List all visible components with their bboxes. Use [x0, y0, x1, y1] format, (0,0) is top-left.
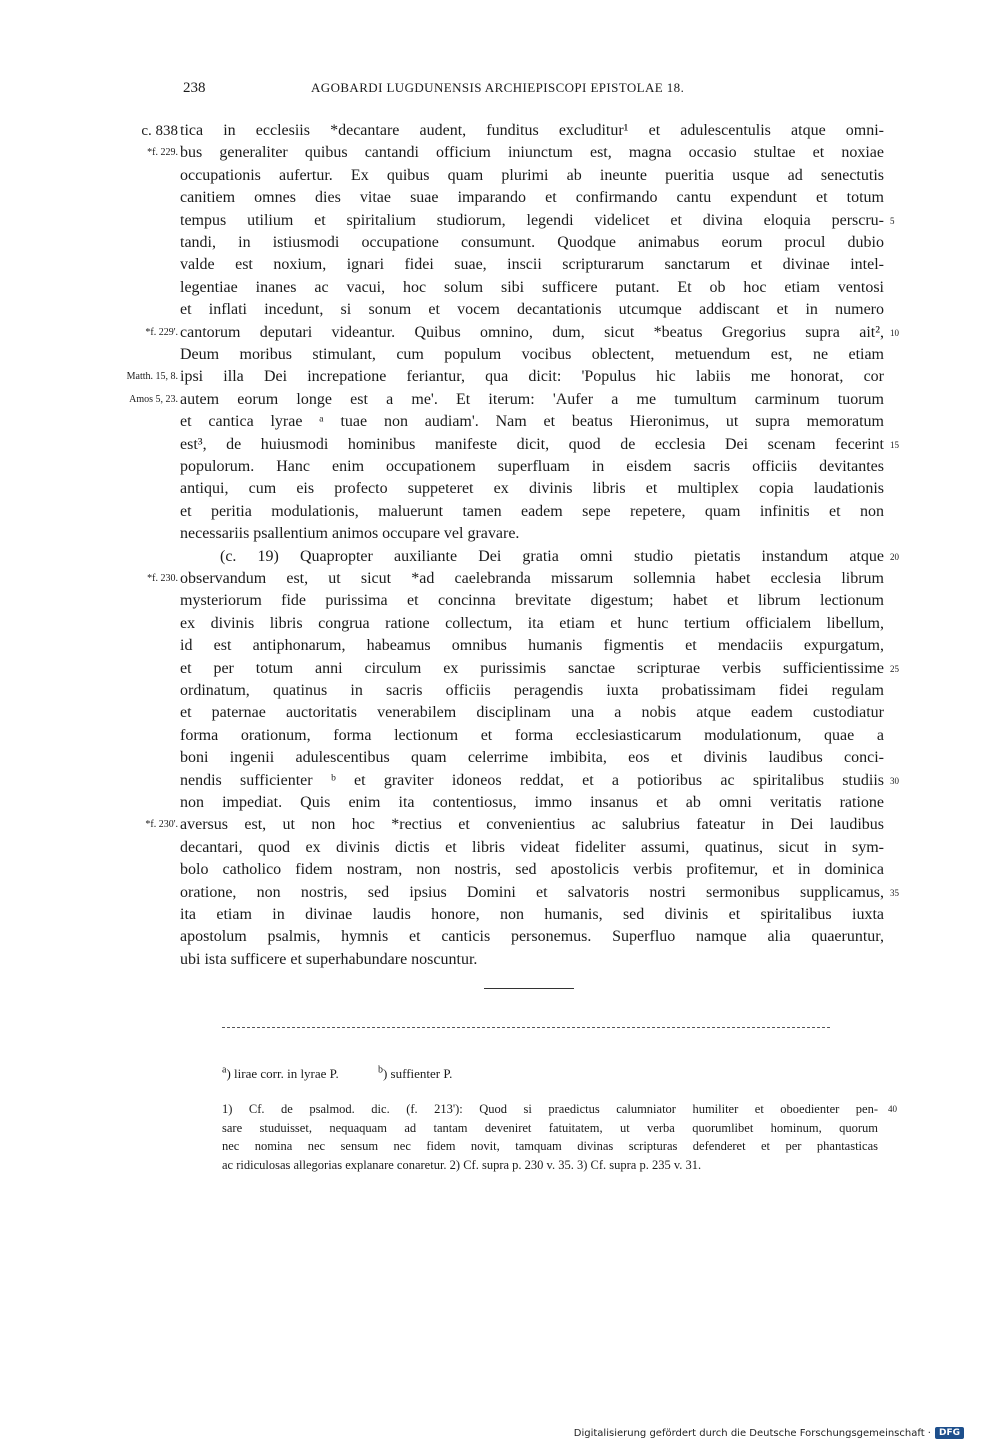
- text-line: tandi, in istiusmodi occupatione consumunt. Quodque animabus eorum procul dubio: [180, 234, 884, 251]
- text-line: occupationis aufertur. Ex quibus quam plurimi ab ineunte pueritia usque ad senectutis: [180, 166, 884, 184]
- line-number: 20: [890, 551, 899, 562]
- margin-reference: c. 838: [141, 123, 178, 139]
- text-line: antiqui, cum eis profecto suppeteret ex divinis libris et multiplex copia laudationis: [180, 480, 884, 498]
- text-line: et paternae auctoritatis venerabilem disciplinam una a nobis atque eadem custodiatur: [180, 704, 884, 722]
- text-line: Deum moribus stimulant, cum populum vocibus oblectent, metuendum est, ne etiam: [180, 346, 884, 363]
- text-line: et cantica lyrae ᵃ tuae non audiam'. Nam et beatus Hieronimus, ut supra memoratum: [180, 413, 884, 431]
- line-number: 40: [888, 1104, 897, 1114]
- line-number: 35: [890, 887, 899, 898]
- margin-reference: *f. 230'.: [145, 819, 178, 831]
- page-number: 238: [183, 80, 206, 96]
- text-line: et per totum anni circulum ex purissimis sanctae scripturae verbis sufficientissime: [180, 659, 884, 677]
- text-line: autem eorum longe est a me'. Et iterum: 'Aufer a me tumultum carminum tuorum: [180, 390, 884, 408]
- line-number: 25: [890, 663, 899, 674]
- text-line: ipsi illa Dei increpatione feriantur, qua dicit: 'Populus hic labiis me honorat, cor: [180, 368, 884, 386]
- text-line: et inflati incedunt, si sonum et vocem decantationis utcumque addiscant et in numero: [180, 301, 884, 319]
- running-head: AGOBARDI LUGDUNENSIS ARCHIEPISCOPI EPISTOLAE 18.: [311, 80, 685, 95]
- apparatus-note-b: $^b$) suffienter P.: [377, 1065, 453, 1082]
- text-line: cantorum deputari videantur. Quibus omnino, dum, sicut *beatus Gregorius supra ait²,: [180, 323, 884, 341]
- dfg-logo: DFG: [935, 1427, 964, 1439]
- text-line: ita etiam in divinae laudis honore, non humanis, sed divinis et spiritalibus iuxta: [180, 906, 884, 923]
- text-line: decantari, quod ex divinis dictis et libris videat fideliter assumi, quatinus, sicut in sym-: [180, 838, 884, 856]
- text-line: tica in ecclesiis *decantare audent, funditus excluditur¹ et adulescentulis atque omni-: [180, 122, 884, 139]
- footnote-line: nec nomina nec sensum nec fidem novit, tamquam divinas scripturas defenderet et per phantasticas: [222, 1139, 878, 1153]
- text-line: boni ingenii adulescentibus quam celerrime imbibita, eos et divinis laudibus conci-: [180, 749, 884, 767]
- margin-reference: *f. 229'.: [145, 326, 178, 338]
- text-line: oratione, non nostris, sed ipsius Domini et salvatoris nostri sermonibus supplicamus,: [180, 883, 884, 901]
- text-line: bolo catholico fidem nostram, non nostris, sed apostolicis verbis profitemur, et in dominica: [180, 861, 884, 879]
- text-line: populorum. Hanc enim occupationem superfluam in eisdem sacris officiis devitantes: [180, 458, 884, 475]
- text-line: aversus est, ut non hoc *rectius et convenientius ac salubrius fateatur in Dei laudibus: [180, 816, 884, 834]
- text-line: bus generaliter quibus cantandi officium iniunctum est, magna occasio stultae et noxiae: [180, 144, 884, 162]
- line-number: 30: [890, 775, 899, 786]
- margin-reference: *f. 229.: [147, 147, 178, 159]
- digitization-credit: Digitalisierung gefördert durch die Deutsche Forschungsgemeinschaft · DFG: [574, 1427, 964, 1439]
- text-line: canitiem omnes dies vitae suae imparando et confirmando cantu expendunt et totum: [180, 189, 884, 207]
- text-line: non impediat. Quis enim ita contentiosus, immo insanus et ab omni veritatis ratione: [180, 794, 884, 811]
- margin-reference: Matth. 15, 8.: [126, 371, 178, 383]
- line-number: 5: [890, 215, 895, 226]
- line-number: 10: [890, 327, 899, 338]
- footnote-line: sare studuisset, nequaquam ad tantam deveniret fatuitatem, ut verba quorumlibet hominum, quorum: [222, 1120, 878, 1135]
- text-line: mysteriorum fide purissima et concinna brevitate digestum; habet et librum lectionum: [180, 592, 884, 610]
- text-line: ubi ista sufficere et superhabundare noscuntur.: [180, 950, 478, 968]
- text-line: observandum est, ut sicut *ad caelebranda missarum sollemnia habet ecclesia librum: [180, 570, 884, 587]
- margin-reference: *f. 230.: [147, 573, 178, 584]
- text-line: legentiae inanes ac vacui, hoc solum sibi sufficere putant. Et ob hoc etiam ventosi: [180, 278, 884, 296]
- text-line: ordinatum, quatinus in sacris officiis peragendis iuxta probatissimam fidei regulam: [180, 682, 884, 699]
- text-line: (c. 19) Quapropter auxiliante Dei gratia omni studio pietatis instandum atque: [220, 547, 884, 565]
- text-line: necessariis psallentium animos occupare vel gravare.: [180, 525, 520, 543]
- apparatus-separator: [222, 1027, 830, 1029]
- apparatus-note-a: $^a$) lirae corr. in lyrae P.: [222, 1065, 339, 1082]
- line-number: 15: [890, 439, 899, 450]
- section-end-rule: [484, 988, 574, 989]
- text-line: apostolum psalmis, hymnis et canticis personemus. Superfluo namque alia quaeruntur,: [180, 928, 884, 946]
- text-line: est³, de huiusmodi hominibus manifeste dicit, quod de ecclesia Dei scenam fecerint: [180, 435, 884, 453]
- text-line: ex divinis libris congrua ratione collectum, ita etiam et hunc tertium officialem libellum,: [180, 614, 884, 632]
- margin-reference: Amos 5, 23.: [129, 393, 178, 405]
- text-line: id est antiphonarum, habeamus omnibus humanis figmentis et mendaciis expurgatum,: [180, 637, 884, 655]
- text-line: et peritia modulationis, maluerunt tamen eadem sepe repetere, quam infinitis et non: [180, 502, 884, 520]
- text-line: valde est noxium, ignari fidei suae, inscii scripturarum sanctarum et divinae intel-: [180, 256, 884, 274]
- text-line: forma orationum, forma lectionum et forma ecclesiasticarum modulationum, quae a: [180, 726, 884, 744]
- text-line: tempus utilium et spiritalium studiorum, legendi videlicet et divina eloquia perscru-: [180, 211, 884, 229]
- footnote-line: 1) Cf. de psalmod. dic. (f. 213'): Quod si praedictus calumniator humiliter et oboedienter pen-: [222, 1102, 878, 1116]
- footnote-line: ac ridiculosas allegorias explanare conaretur. 2) Cf. supra p. 230 v. 35. 3) Cf. supra p. 235 v. 31.: [222, 1157, 702, 1172]
- critical-apparatus: [222, 1062, 488, 1083]
- text-line: nendis sufficienter ᵇ et graviter idoneos reddat, et a potioribus ac spiritalibus studiis: [180, 771, 884, 789]
